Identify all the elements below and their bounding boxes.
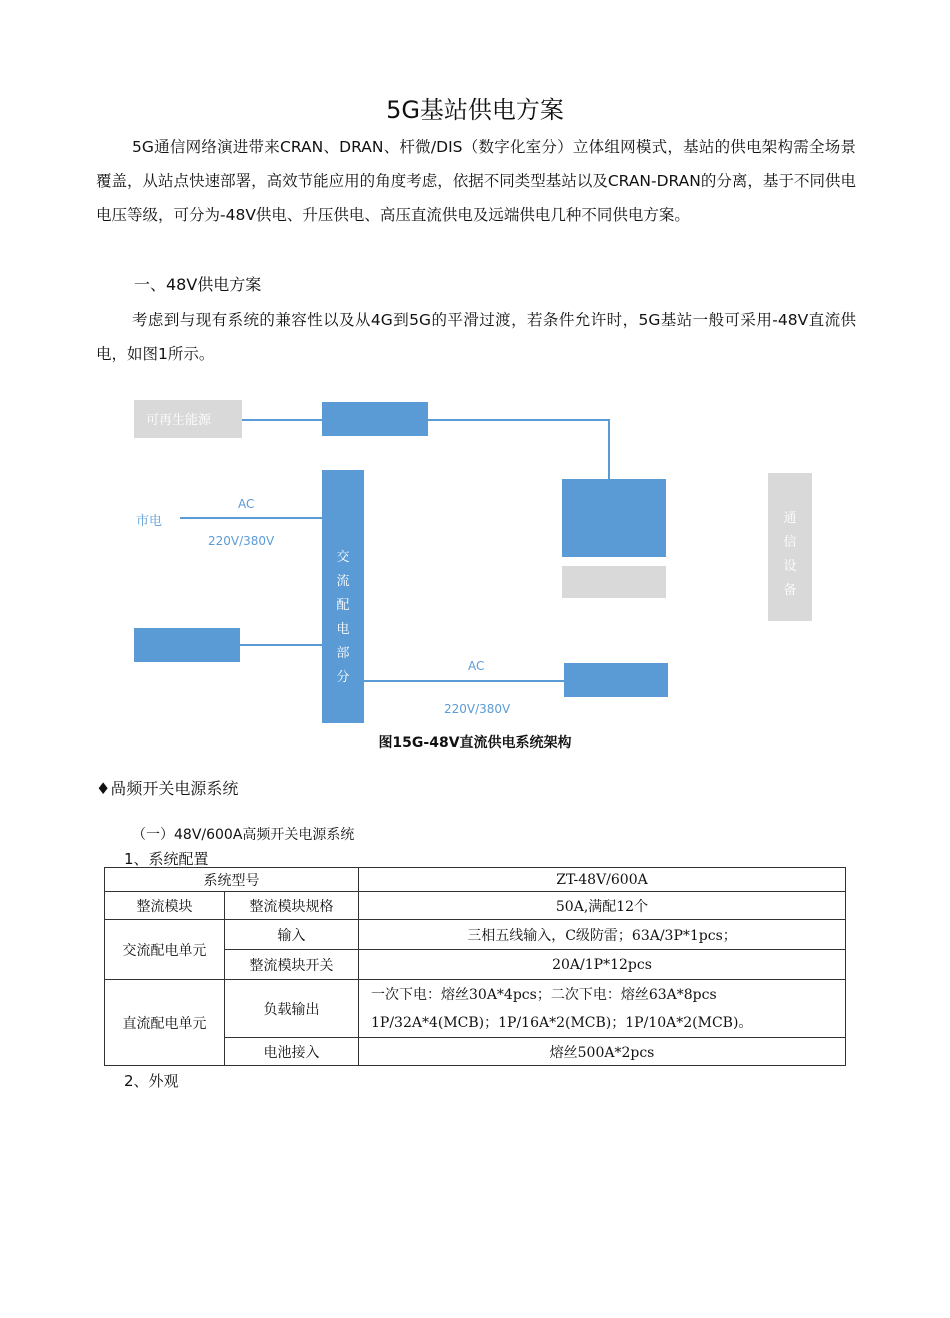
appearance-heading: 2、外观 (124, 1072, 179, 1090)
bullet-heading: ♦咼频开关电源系统 (96, 779, 239, 798)
connector-line (242, 419, 322, 421)
table-cell: 交流配电单元 (105, 920, 225, 980)
table-cell (359, 980, 846, 1038)
battery-box (562, 566, 666, 598)
renewable-energy-label: 可再生能源 (146, 413, 212, 428)
table-cell: 直流配电单元 (105, 980, 225, 1066)
voltage-label-bottom: 220V/380V (444, 702, 511, 716)
mains-label: 市电 (136, 514, 163, 529)
section-heading: 一、48V供电方案 (134, 275, 262, 294)
table-cell: 输入 (225, 920, 359, 950)
intro-paragraph: 5G通信网络演进带来CRAN、DRAN、杆微/DIS（数字化室分）立体组网模式，基站的供电架构需全场景覆盖，从站点快速部署，高效节能应用的角度考虑，依据不同类型基站以及CRAN-DRAN的分离，基于不同供电电压等级，可分为-48V供电、升压供电、高压直流供电及远端供电几种不同供电方案。 (96, 138, 856, 224)
ac-load-box (564, 663, 668, 697)
ac-distribution-label: 交 流 配 电 部 分 (336, 550, 350, 685)
table-cell: 整流模块 (105, 892, 225, 920)
load-output-line-2: 1P/32A*4(MCB)；1P/16A*2(MCB)；1P/10A*2(MCB)。 (371, 1014, 753, 1031)
mains-line (180, 517, 322, 519)
load-output-line-1: 一次下电：熔丝30A*4pcs；二次下电：熔丝63A*8pcs (371, 986, 717, 1003)
table-cell: 整流模块规格 (225, 892, 359, 920)
table-row (105, 892, 846, 920)
connector-line (364, 680, 564, 682)
connector-line (240, 644, 322, 646)
table-cell: 三相五线输入，C级防雷；63A/3P*1pcs； (359, 920, 846, 950)
section-paragraph: 考虑到与现有系统的兼容性以及从4G到5G的平滑过渡，若条件允许时，5G基站一般可采用-48V直流供电，如图1所示。 (96, 311, 856, 363)
table-row (105, 920, 846, 950)
table-row (105, 868, 846, 892)
ac-label-bottom: AC (468, 659, 485, 673)
table-cell: 系统型号 (105, 868, 359, 892)
table-cell: 20A/1P*12pcs (359, 950, 846, 980)
renewable-energy-box (134, 400, 242, 438)
ac-label-top: AC (238, 497, 255, 511)
table-cell: 熔丝500A*2pcs (359, 1038, 846, 1066)
table-cell: 整流模块开关 (225, 950, 359, 980)
voltage-label-top: 220V/380V (208, 534, 275, 548)
ac-distribution-box (322, 470, 364, 723)
dc-power-box (562, 479, 666, 557)
comm-equipment-box (768, 473, 812, 621)
config-table (104, 867, 846, 1066)
subheading: （一）48V/600A高频开关电源系统 (132, 827, 355, 843)
comm-equipment-label: 通 信 设 备 (783, 511, 797, 598)
generator-box (134, 628, 240, 662)
table-row (105, 980, 846, 1038)
table-cell: 50A,满配12个 (359, 892, 846, 920)
connector-line (428, 419, 610, 421)
connector-line (608, 419, 610, 479)
page-title: 5G基站供电方案 (386, 96, 564, 124)
table-cell: 电池接入 (225, 1038, 359, 1066)
table-cell: 负载输出 (225, 980, 359, 1038)
rectifier-box-top (322, 402, 428, 436)
figure-caption: 图15G-48V直流供电系统架构 (378, 735, 572, 751)
table-cell: ZT-48V/600A (359, 868, 846, 892)
config-heading: 1、系统配置 (124, 850, 209, 868)
